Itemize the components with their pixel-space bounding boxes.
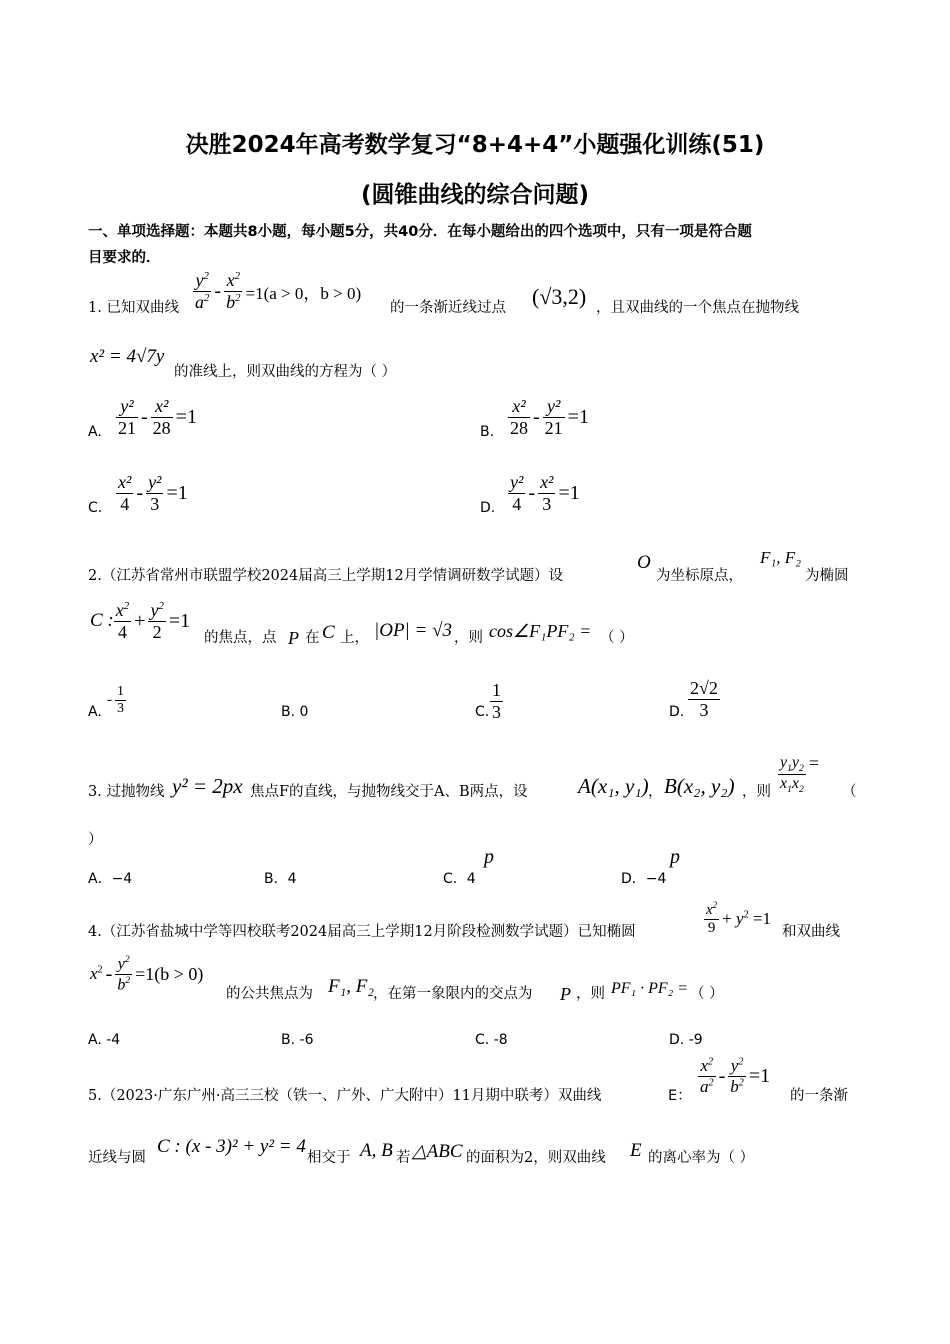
- q3-mid: 焦点F的直线，与抛物线交于A、B两点，设: [250, 784, 528, 800]
- q2-option-a-label[interactable]: A.: [88, 704, 102, 720]
- q4-t4: （ ）: [690, 986, 724, 1002]
- q1-prefix: 1. 已知双曲线: [88, 300, 179, 316]
- q1-c-num1: x²: [118, 472, 132, 492]
- q3-prefix: 3. 过抛物线: [88, 784, 165, 800]
- q2-point-p: P: [288, 628, 299, 648]
- q2-t5: （ ）: [600, 630, 634, 646]
- q1-option-d-label[interactable]: D.: [480, 500, 496, 516]
- q1-option-b-label[interactable]: B.: [480, 424, 495, 440]
- q3-equals: =: [808, 753, 819, 774]
- q2-option-c-label[interactable]: C.: [475, 704, 490, 720]
- q1-b-den2: 21: [544, 417, 563, 438]
- q1-d-num2: x²: [540, 472, 554, 492]
- q1-a-den1: 21: [118, 417, 136, 438]
- q1-parabola: x² = 4√7y: [90, 346, 165, 367]
- q1-point: (√3,2): [532, 284, 587, 309]
- q4-foci: F₁, F₂: [328, 976, 374, 997]
- q3-close: ）: [88, 832, 103, 848]
- q2-option-a[interactable]: - $\frac{1}{3}$: [107, 684, 124, 717]
- q4-option-a[interactable]: [88, 1032, 120, 1048]
- q5-triangle: △ABC: [412, 1141, 463, 1162]
- q3-option-b-label: B．: [264, 871, 288, 887]
- q1-c-num2: y²: [148, 472, 162, 492]
- q1-a-num1: y²: [116, 396, 138, 418]
- q1-d-den1: 4: [512, 493, 522, 514]
- q1-a-den2: 28: [152, 417, 171, 438]
- q1-suffix: ，且双曲线的一个焦点在抛物线: [596, 300, 799, 316]
- q5-line2d: 的面积为2，则双曲线: [466, 1150, 606, 1166]
- q3-option-b-value: 4: [287, 871, 297, 887]
- q3-parabola: y² = 2px: [172, 774, 243, 798]
- q4-hyperbola: $x^2$ - $\frac{y^2}{b^2}$ =1(b > 0): [90, 954, 204, 994]
- q2-prefix: 2.（江苏省常州市联盟学校2024届高三上学期12月学情调研数学试题）设: [88, 568, 564, 584]
- q2-op: |OP| = √3: [374, 620, 453, 641]
- section-header: 一、单项选择题：本题共8小题，每小题5分，共40分．在每小题给出的四个选项中，只有一项是符合题: [88, 224, 752, 240]
- q5-e: E: [630, 1140, 642, 1161]
- q4-option-a-value: -4: [106, 1032, 121, 1048]
- section-header-cont: 目要求的．: [88, 250, 161, 266]
- q5-ab: A, B: [360, 1140, 393, 1161]
- q5-e-label: E：: [668, 1088, 692, 1104]
- q4-option-c-label: C.: [475, 1032, 490, 1048]
- q2-t2: 在: [305, 630, 320, 646]
- q2-option-d-label[interactable]: D.: [669, 704, 685, 720]
- q2-ellipse: C : $\frac{x^2}{4}$ + $\frac{y^2}{2}$ =1: [90, 600, 191, 642]
- q3-comma: ，: [648, 784, 663, 800]
- q1-a-num2: x²: [151, 396, 173, 418]
- q4-t2: ，在第一象限内的交点为: [373, 986, 533, 1002]
- q1-option-a[interactable]: $\frac{\text{y²}}{21}$ - $\frac{\text{x²}}{28}$ =1: [118, 396, 197, 438]
- q2-t1: 的焦点，点: [204, 630, 277, 646]
- q4-option-a-label: A.: [88, 1032, 102, 1048]
- q1-hyperbola-equation: $\frac{y^2}{a^2}$ - $\frac{x^2}{b^2}$ =1(a > 0，b > 0): [195, 270, 362, 312]
- q3-option-d-value: −4: [645, 871, 667, 887]
- q4-prefix: 4.（江苏省盐城中学等四校联考2024届高三上学期12月阶段检测数学试题）已知椭圆: [88, 924, 636, 940]
- q2-t4: ，则: [454, 630, 483, 646]
- q5-line2b: 相交于: [307, 1150, 351, 1166]
- q2-option-d[interactable]: $\frac{2√2}{3}$: [690, 678, 718, 720]
- q1-d-num1: y²: [510, 472, 524, 492]
- q4-option-b[interactable]: [281, 1032, 313, 1048]
- q2-mid: 为坐标原点，: [656, 568, 743, 584]
- q3-option-c[interactable]: [443, 868, 476, 888]
- q3-option-d-label: D．: [621, 871, 646, 887]
- q1-option-a-label[interactable]: A.: [88, 424, 102, 440]
- q1-b-den1: 28: [510, 417, 528, 438]
- q2-option-b[interactable]: [281, 704, 308, 720]
- q4-point-p: P: [560, 984, 571, 1004]
- q1-b-num2: y²: [543, 396, 565, 418]
- q2-option-b-value: 0: [299, 704, 309, 720]
- q1-c-den2: 3: [150, 493, 160, 514]
- q2-t3: 上，: [340, 630, 369, 646]
- q2-option-b-label: B.: [281, 704, 296, 720]
- q3-option-a-value: −4: [111, 871, 133, 887]
- q4-option-b-value: -6: [299, 1032, 314, 1048]
- q4-option-d-value: -9: [688, 1032, 703, 1048]
- q1-d-den2: 3: [542, 493, 552, 514]
- page-subtitle: (圆锥曲线的综合问题): [360, 182, 590, 208]
- q3-option-d-sup: p: [670, 846, 680, 868]
- q4-t1: 的公共焦点为: [226, 986, 313, 1002]
- q4-t3: ，则: [576, 986, 605, 1002]
- q1-option-c-label[interactable]: C.: [88, 500, 103, 516]
- q5-line2c: 若: [396, 1150, 411, 1166]
- q1-suffix2: 的准线上，则双曲线的方程为（ ）: [174, 364, 397, 380]
- q4-option-c-value: -8: [493, 1032, 508, 1048]
- q3-option-a[interactable]: [88, 868, 132, 888]
- q3-option-a-label: A．: [88, 871, 112, 887]
- q5-circle: C : (x - 3)² + y² = 4: [157, 1136, 306, 1157]
- q2-ellipse-name: C :: [90, 610, 114, 632]
- q4-hyperbola-tail: =1(b > 0): [135, 963, 204, 984]
- q1-c-den1: 4: [120, 493, 130, 514]
- q4-option-c[interactable]: [475, 1032, 508, 1048]
- q3-option-c-sup: p: [484, 846, 494, 868]
- q3-point-b: B(x₂, y₂): [664, 774, 735, 798]
- q3-option-c-value: 4: [466, 871, 476, 887]
- q3-expression: $\frac{y_1y_2}{x_1x_2}$ =: [780, 753, 819, 796]
- q5-hyperbola: $\frac{x^2}{a^2}$ - $\frac{y^2}{b^2}$ =1: [700, 1056, 771, 1096]
- q3-option-d[interactable]: [621, 868, 666, 888]
- q2-suffix: 为椭圆: [805, 568, 849, 584]
- q1-option-d[interactable]: $\frac{\text{y²}}{4}$ - $\frac{\text{x²}}{3}$ =1: [510, 472, 580, 514]
- q1-option-b[interactable]: $\frac{\text{x²}}{28}$ - $\frac{\text{y²}}{21}$ =1: [510, 396, 589, 438]
- q3-option-c-label: C．: [443, 871, 467, 887]
- q3-tail: （: [842, 784, 857, 800]
- q5-prefix: 5.（2023·广东广州·高三三校（铁一、广外、广大附中）11月期中联考）双曲线: [88, 1088, 602, 1104]
- q1-mid: 的一条渐近线过点: [390, 300, 506, 316]
- q5-suffix: 的一条渐: [790, 1088, 848, 1104]
- q2-option-c[interactable]: $\frac{1}{3}$: [492, 680, 501, 722]
- page-title: 决胜2024年高考数学复习“8+4+4”小题强化训练(51): [185, 132, 765, 158]
- q1-option-c[interactable]: $\frac{\text{x²}}{4}$ - $\frac{\text{y²}}{3}$ =1: [118, 472, 188, 514]
- q1-condition: =1(a > 0，b > 0): [245, 283, 362, 303]
- q4-dot-product: PF₁ · PF₂ =: [611, 980, 689, 997]
- q4-option-d[interactable]: [669, 1032, 703, 1048]
- q2-foci: F₁, F₂: [760, 548, 802, 567]
- q4-ellipse: $\frac{x^2}{9}$ + $y^2 =1$: [706, 900, 771, 937]
- q5-line2e: 的离心率为（ ）: [648, 1150, 755, 1166]
- q2-origin: O: [637, 552, 651, 573]
- q4-mid: 和双曲线: [782, 924, 840, 940]
- q2-c: C: [322, 622, 335, 643]
- q3-option-b[interactable]: [264, 868, 297, 888]
- q1-b-num1: x²: [508, 396, 530, 418]
- q3-then: ，则: [742, 784, 771, 800]
- q4-option-b-label: B.: [281, 1032, 296, 1048]
- q4-option-d-label: D.: [669, 1032, 685, 1048]
- q3-point-a: A(x₁, y₁): [578, 774, 649, 798]
- q2-cos: cos∠F₁PF₂ =: [489, 621, 592, 641]
- q5-line2a: 近线与圆: [88, 1150, 146, 1166]
